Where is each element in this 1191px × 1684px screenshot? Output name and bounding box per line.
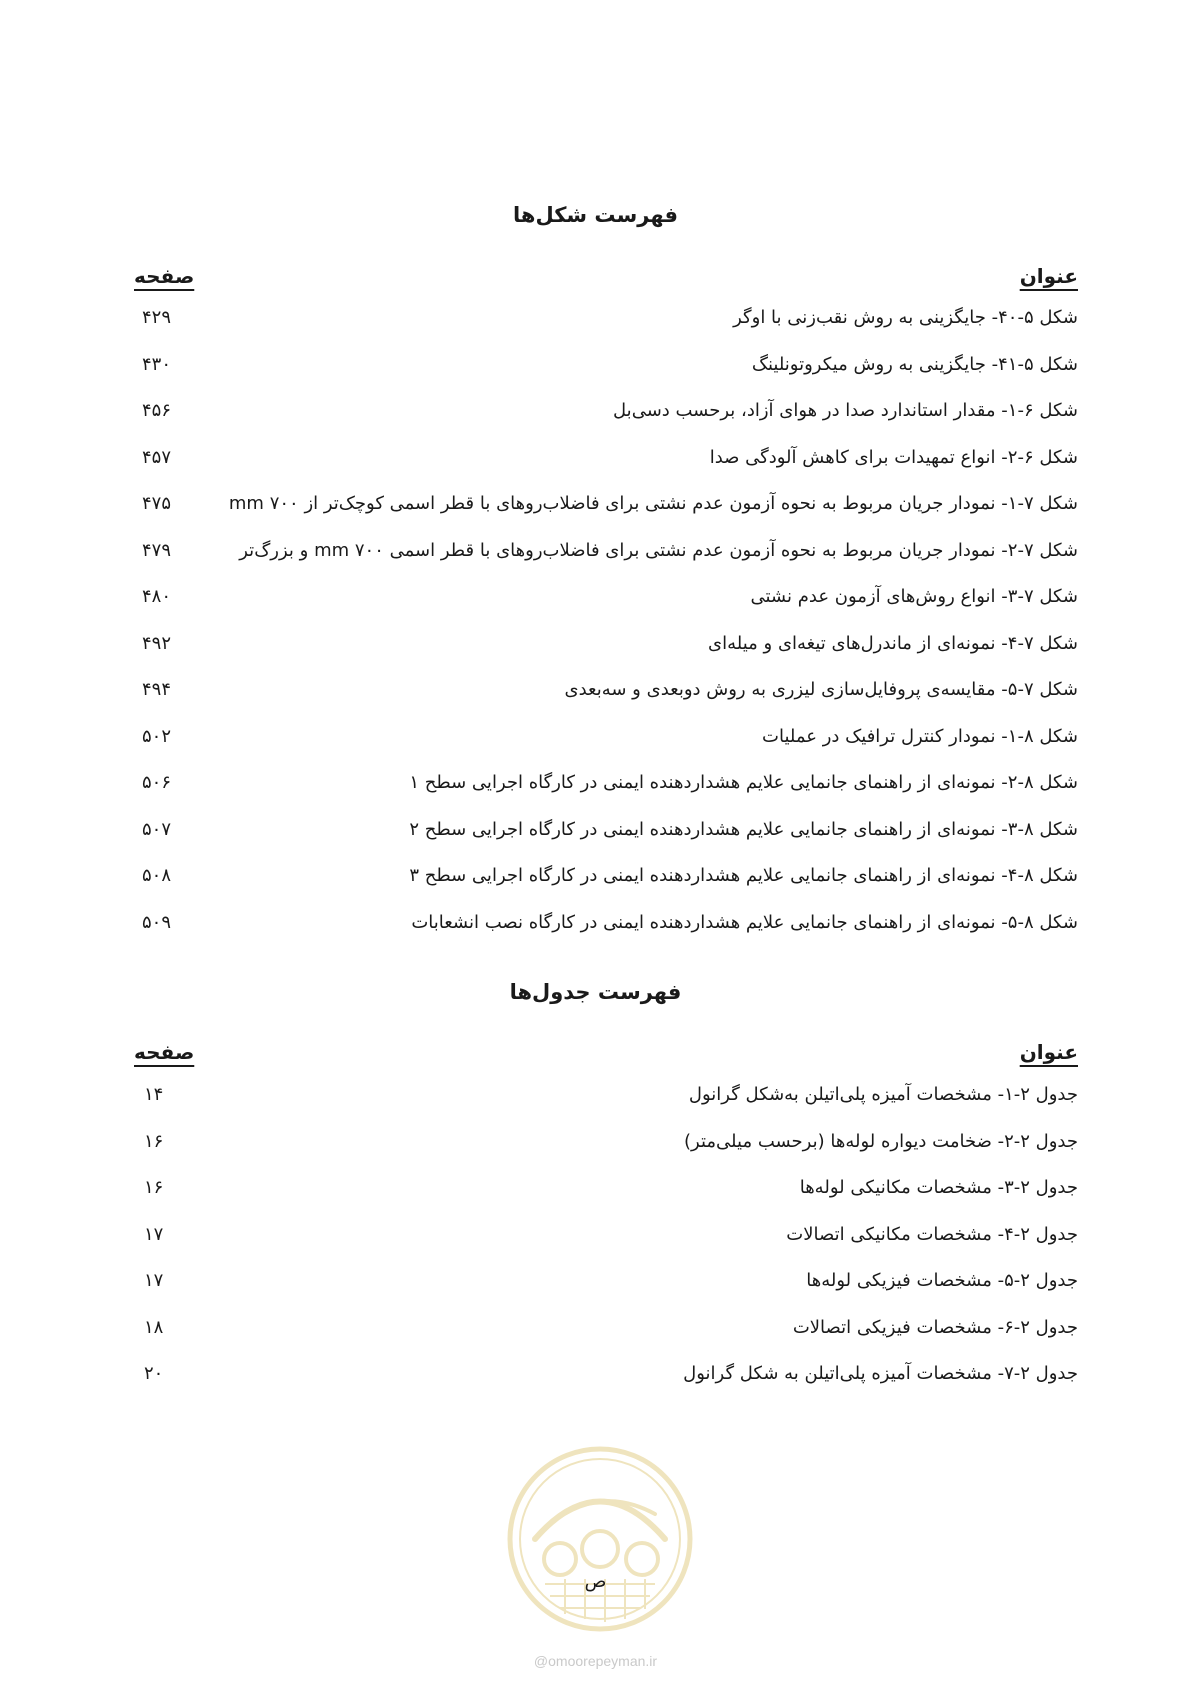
entry-title: شکل ۶-۲- انواع تمهیدات برای کاهش آلودگی صدا xyxy=(709,446,1078,468)
entry-title: جدول ۲-۴- مشخصات مکانیکی اتصالات xyxy=(786,1223,1078,1245)
entry-title: شکل ۵-۴۱- جایگزینی به روش میکروتونلینگ xyxy=(751,353,1078,375)
entry-page-number: ۱۴ xyxy=(144,1084,164,1105)
omoore-peyman-seal-icon xyxy=(505,1444,695,1634)
tables-heading: فهرست جدول‌ها xyxy=(509,980,682,1004)
entry-page-number: ۴۹۴ xyxy=(142,679,172,700)
entry-title: شکل ۸-۵- نمونه‌ای از راهنمای جانمایی علایم هشداردهنده ایمنی در کارگاه نصب انشعابات xyxy=(411,911,1078,933)
list-item xyxy=(134,350,1078,397)
list-item xyxy=(134,908,1078,955)
list-item xyxy=(134,1313,1078,1360)
entry-page-number: ۵۰۸ xyxy=(142,865,172,886)
figures-col-title: عنوان xyxy=(1019,264,1078,288)
list-item xyxy=(134,768,1078,815)
entry-page-number: ۴۲۹ xyxy=(142,307,172,328)
entry-page-number: ۴۷۹ xyxy=(142,539,172,561)
entry-page-number: ۴۵۶ xyxy=(142,400,172,421)
entry-page-number: ۱۷ xyxy=(144,1270,164,1291)
list-item xyxy=(134,489,1078,536)
tables-list xyxy=(134,1080,1078,1406)
list-item xyxy=(134,1173,1078,1220)
list-item xyxy=(134,1220,1078,1267)
entry-title: شکل ۷-۵- مقایسه‌ی پروفایل‌سازی لیزری به روش دوبعدی و سه‌بعدی xyxy=(564,679,1078,700)
list-item xyxy=(134,815,1078,862)
list-item xyxy=(134,675,1078,722)
list-item xyxy=(134,1080,1078,1127)
entry-title: جدول ۲-۷- مشخصات آمیزه پلی‌اتیلن به شکل گرانول xyxy=(683,1363,1078,1384)
footer-page-letter: ص xyxy=(584,1571,607,1592)
entry-title: شکل ۷-۴- نمونه‌ای از ماندرل‌های تیغه‌ای و میله‌ای xyxy=(708,632,1078,654)
list-item xyxy=(134,396,1078,443)
entry-title: شکل ۸-۲- نمونه‌ای از راهنمای جانمایی علایم هشداردهنده ایمنی در کارگاه اجرایی سطح ۱ xyxy=(409,772,1078,793)
entry-page-number: ۵۰۲ xyxy=(142,725,172,747)
tables-col-title: عنوان xyxy=(1019,1040,1078,1064)
entry-title: شکل ۷-۲- نمودار جریان مربوط به نحوه آزمون عدم نشتی برای فاضلاب‌روهای با قطر اسمی ۷۰۰ mm و بزرگ‌تر xyxy=(239,539,1078,561)
list-item xyxy=(134,582,1078,629)
entry-title: شکل ۵-۴۰- جایگزینی به روش نقب‌زنی با اوگر xyxy=(733,307,1078,328)
entry-page-number: ۴۳۰ xyxy=(142,353,172,375)
entry-page-number: ۴۷۵ xyxy=(142,493,172,514)
entry-page-number: ۱۸ xyxy=(144,1316,164,1338)
entry-page-number: ۱۷ xyxy=(144,1223,164,1245)
entry-page-number: ۴۹۲ xyxy=(142,632,172,654)
entry-page-number: ۵۰۹ xyxy=(142,911,172,933)
entry-page-number: ۴۸۰ xyxy=(142,586,172,607)
entry-page-number: ۲۰ xyxy=(144,1363,164,1384)
list-item xyxy=(134,1266,1078,1313)
entry-page-number: ۵۰۷ xyxy=(142,818,172,840)
list-item xyxy=(134,443,1078,490)
entry-title: شکل ۸-۴- نمونه‌ای از راهنمای جانمایی علایم هشداردهنده ایمنی در کارگاه اجرایی سطح ۳ xyxy=(409,865,1078,886)
tables-header-row xyxy=(134,1040,1078,1074)
list-item xyxy=(134,1359,1078,1406)
figures-header-row xyxy=(134,264,1078,298)
list-item xyxy=(134,303,1078,350)
entry-title: شکل ۸-۳- نمونه‌ای از راهنمای جانمایی علایم هشداردهنده ایمنی در کارگاه اجرایی سطح ۲ xyxy=(409,818,1078,840)
entry-title: شکل ۷-۳- انواع روش‌های آزمون عدم نشتی xyxy=(750,586,1078,607)
entry-title: جدول ۲-۳- مشخصات مکانیکی لوله‌ها xyxy=(799,1177,1078,1198)
entry-title: جدول ۲-۶- مشخصات فیزیکی اتصالات xyxy=(792,1316,1078,1338)
entry-title: جدول ۲-۲- ضخامت دیواره لوله‌ها (برحسب میلی‌متر) xyxy=(684,1130,1078,1152)
list-item xyxy=(134,629,1078,676)
entry-title: شکل ۶-۱- مقدار استاندارد صدا در هوای آزاد، برحسب دسی‌بل xyxy=(613,400,1078,421)
entry-title: جدول ۲-۱- مشخصات آمیزه پلی‌اتیلن به‌شکل گرانول xyxy=(688,1084,1078,1105)
entry-page-number: ۱۶ xyxy=(144,1130,164,1152)
figures-heading: فهرست شکل‌ها xyxy=(513,203,678,227)
entry-page-number: ۴۵۷ xyxy=(142,446,172,468)
figures-list xyxy=(134,303,1078,954)
list-item xyxy=(134,536,1078,583)
footer-url: @omoorepeyman.ir xyxy=(533,1653,658,1669)
entry-page-number: ۱۶ xyxy=(144,1177,164,1198)
list-item xyxy=(134,1127,1078,1174)
list-item xyxy=(134,861,1078,908)
entry-page-number: ۵۰۶ xyxy=(142,772,172,793)
entry-title: شکل ۷-۱- نمودار جریان مربوط به نحوه آزمون عدم نشتی برای فاضلاب‌روهای با قطر اسمی کوچک‌تر از ۷۰۰ mm xyxy=(228,493,1078,514)
list-item xyxy=(134,722,1078,769)
entry-title: شکل ۸-۱- نمودار کنترل ترافیک در عملیات xyxy=(762,725,1078,747)
figures-col-page: صفحه xyxy=(134,264,195,288)
tables-col-page: صفحه xyxy=(134,1040,195,1064)
entry-title: جدول ۲-۵- مشخصات فیزیکی لوله‌ها xyxy=(806,1270,1078,1291)
